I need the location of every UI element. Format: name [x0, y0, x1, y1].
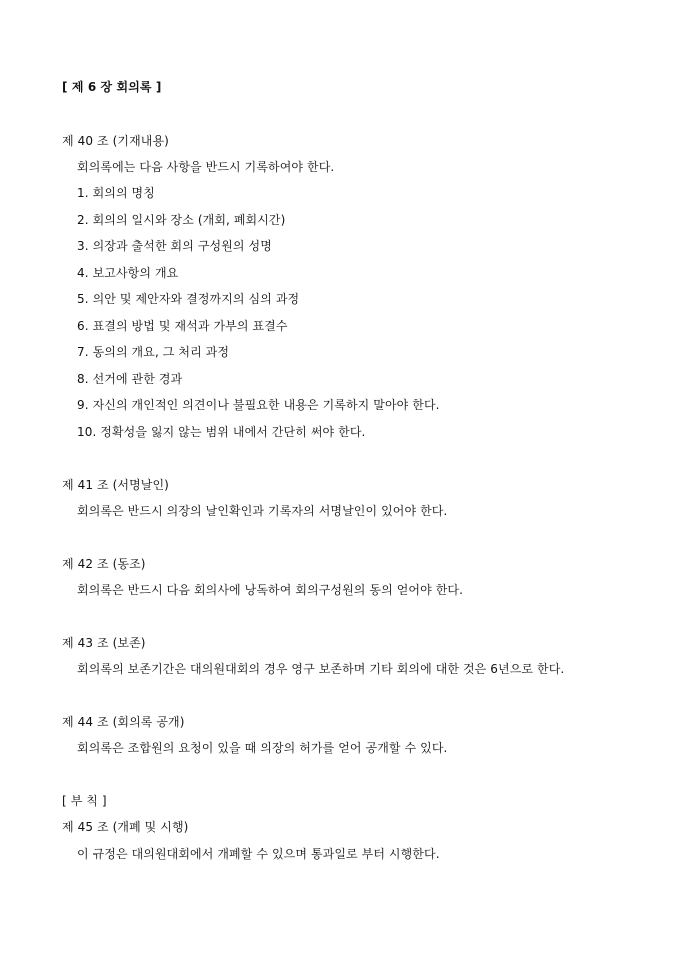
article-44-heading: 제 44 조 (회의록 공개): [62, 715, 185, 729]
article-40-item-2: 2. 회의의 일시와 장소 (개회, 폐회시간): [77, 213, 286, 227]
article-42-body: 회의록은 반드시 다음 회의사에 낭독하여 회의구성원의 동의 얻어야 한다.: [77, 583, 463, 597]
article-40-item-6: 6. 표결의 방법 및 재석과 가부의 표결수: [77, 319, 288, 333]
article-40-intro: 회의록에는 다음 사항을 반드시 기록하여야 한다.: [77, 160, 335, 174]
supplement-title: [ 부 칙 ]: [62, 794, 107, 808]
article-40-heading: 제 40 조 (기재내용): [62, 134, 169, 148]
article-40-item-3: 3. 의장과 출석한 회의 구성원의 성명: [77, 239, 272, 253]
article-40-item-5: 5. 의안 및 제안자와 결정까지의 심의 과정: [77, 292, 300, 306]
article-43-body: 회의록의 보존기간은 대의원대회의 경우 영구 보존하며 기타 회의에 대한 것은 6년으로 한다.: [77, 662, 565, 676]
article-45-body: 이 규정은 대의원대회에서 개폐할 수 있으며 통과일로 부터 시행한다.: [77, 847, 440, 861]
article-40-item-1: 1. 회의의 명칭: [77, 186, 155, 200]
article-45-heading: 제 45 조 (개폐 및 시행): [62, 820, 189, 834]
article-41-heading: 제 41 조 (서명날인): [62, 478, 169, 492]
article-43-heading: 제 43 조 (보존): [62, 636, 146, 650]
article-40-item-8: 8. 선거에 관한 경과: [77, 372, 183, 386]
article-40-item-7: 7. 동의의 개요, 그 처리 과정: [77, 345, 230, 359]
article-40-item-10: 10. 정확성을 잃지 않는 범위 내에서 간단히 써야 한다.: [77, 425, 366, 439]
article-44-body: 회의록은 조합원의 요청이 있을 때 의장의 허가를 얻어 공개할 수 있다.: [77, 741, 448, 755]
article-41-body: 회의록은 반드시 의장의 날인확인과 기록자의 서명날인이 있어야 한다.: [77, 504, 448, 518]
article-40-item-4: 4. 보고사항의 개요: [77, 266, 179, 280]
article-40-item-9: 9. 자신의 개인적인 의견이나 불필요한 내용은 기록하지 말아야 한다.: [77, 398, 440, 412]
article-42-heading: 제 42 조 (동조): [62, 557, 146, 571]
chapter-title: [ 제 6 장 회의록 ]: [62, 80, 162, 94]
